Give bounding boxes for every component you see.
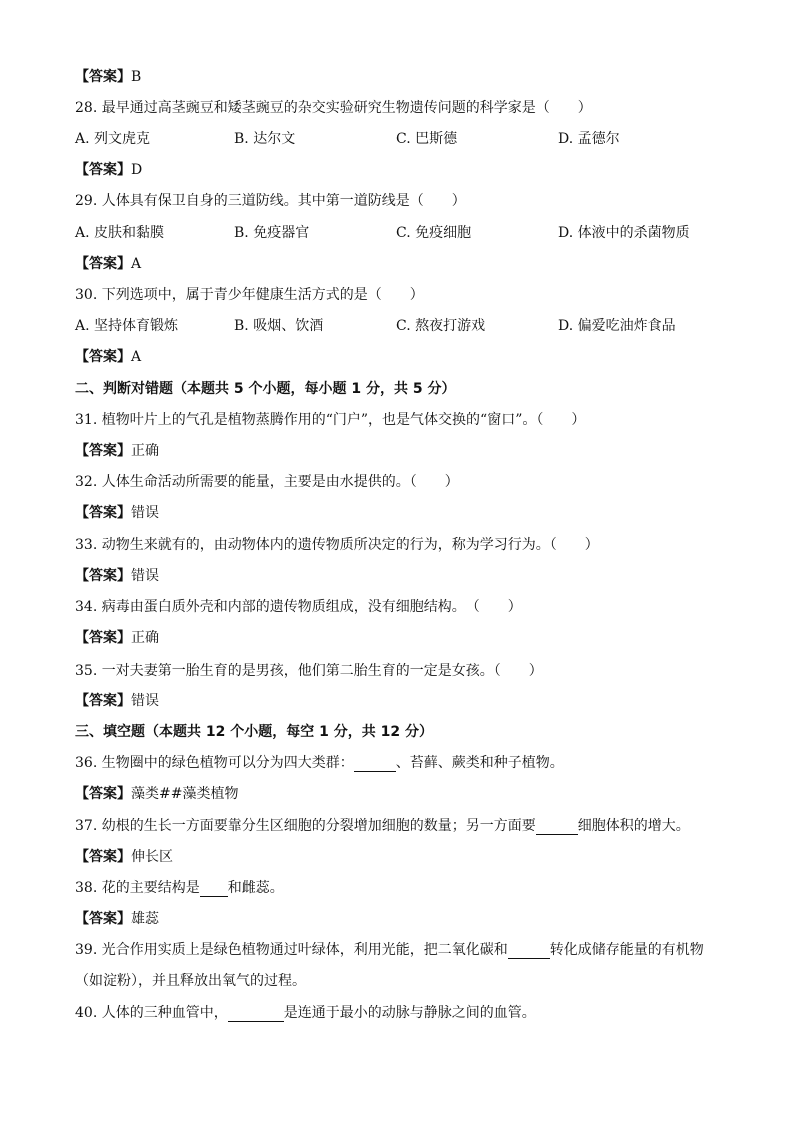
question-text-after: 细胞体积的增大。 [577, 818, 690, 834]
answer-value: D [131, 162, 143, 178]
answer-value: 错误 [131, 505, 159, 521]
option-b: B. 达尔文 [234, 131, 296, 147]
question-40 [75, 1004, 536, 1022]
question-37 [75, 817, 690, 835]
answer-label: 【答案】 [75, 256, 131, 272]
section-heading: 三、填空题（本题共 12 个小题，每空 1 分，共 12 分） [75, 724, 433, 740]
fill-blank [354, 757, 396, 772]
question-text-before: 人体的三种血管中， [101, 1005, 228, 1021]
answer-line [75, 910, 159, 928]
answer-line [75, 255, 141, 273]
question-text-after: 、苔藓、蕨类和种子植物。 [395, 755, 564, 771]
fill-blank [508, 944, 550, 959]
question-36 [75, 754, 564, 772]
answer-line [75, 348, 141, 366]
option-c: C. 熬夜打游戏 [396, 318, 486, 334]
option-b: B. 免疫器官 [234, 225, 310, 241]
question-number: 33. [75, 537, 98, 553]
option-d: D. 偏爱吃油炸食品 [558, 318, 676, 334]
fill-blank [200, 882, 228, 897]
question-number: 31. [75, 412, 98, 428]
option-c: C. 免疫细胞 [396, 225, 472, 241]
answer-line [75, 442, 159, 460]
answer-value: 伸长区 [131, 849, 173, 865]
question-text: 最早通过高茎豌豆和矮茎豌豆的杂交实验研究生物遗传问题的科学家是（ ） [101, 100, 592, 116]
answer-label: 【答案】 [75, 349, 131, 365]
question-number: 38. [75, 880, 98, 896]
answer-line [75, 785, 238, 803]
question-number: 32. [75, 474, 98, 490]
answer-line [75, 161, 142, 179]
answer-label: 【答案】 [75, 693, 131, 709]
answer-value: 错误 [131, 693, 159, 709]
answer-label: 【答案】 [75, 849, 131, 865]
question-text-before: 光合作用实质上是绿色植物通过叶绿体，利用光能，把二氧化碳和 [101, 942, 508, 958]
question-number: 39. [75, 942, 98, 958]
question-number: 40. [75, 1005, 98, 1021]
question-35 [75, 662, 543, 680]
question-text: 人体生命活动所需要的能量，主要是由水提供的。（ ） [101, 474, 459, 490]
option-c: C. 巴斯德 [396, 131, 458, 147]
answer-line [75, 848, 173, 866]
question-text-after: 转化成储存能量的有机物 [549, 942, 704, 958]
question-28 [75, 99, 592, 117]
fill-blank [536, 820, 578, 835]
question-text-before: 生物圈中的绿色植物可以分为四大类群： [101, 755, 354, 771]
question-text-after: 和雌蕊。 [227, 880, 284, 896]
question-34 [75, 598, 522, 616]
answer-label: 【答案】 [75, 786, 131, 802]
answer-line [75, 567, 159, 585]
option-d: D. 孟德尔 [558, 131, 620, 147]
question-39 [75, 941, 704, 959]
question-text: 一对夫妻第一胎生育的是男孩，他们第二胎生育的一定是女孩。（ ） [101, 663, 543, 679]
question-text-before: 幼根的生长一方面要靠分生区细胞的分裂增加细胞的数量；另一方面要 [101, 818, 536, 834]
question-33 [75, 536, 599, 554]
question-number: 28. [75, 100, 98, 116]
question-32 [75, 473, 459, 491]
answer-value: 正确 [131, 630, 159, 646]
answer-label: 【答案】 [75, 630, 131, 646]
question-30 [75, 286, 424, 304]
answer-value: B [131, 69, 142, 85]
answer-value: A [131, 349, 142, 365]
answer-label: 【答案】 [75, 443, 131, 459]
option-a: A. 坚持体育锻炼 [75, 318, 179, 334]
question-number: 35. [75, 663, 98, 679]
answer-line [75, 68, 141, 86]
question-number: 34. [75, 599, 98, 615]
question-29 [75, 192, 466, 210]
question-number: 29. [75, 193, 98, 209]
answer-value: 藻类##藻类植物 [131, 786, 239, 802]
question-number: 30. [75, 287, 98, 303]
answer-label: 【答案】 [75, 568, 131, 584]
question-text: 植物叶片上的气孔是植物蒸腾作用的“门户”，也是气体交换的“窗口”。（ ） [101, 412, 586, 428]
answer-value: 正确 [131, 443, 159, 459]
question-text: 动物生来就有的，由动物体内的遗传物质所决定的行为，称为学习行为。（ ） [101, 537, 599, 553]
options-30 [75, 317, 725, 335]
answer-label: 【答案】 [75, 162, 131, 178]
question-text: 人体具有保卫自身的三道防线。其中第一道防线是（ ） [101, 193, 466, 209]
answer-value: A [131, 256, 142, 272]
answer-label: 【答案】 [75, 911, 131, 927]
option-a: A. 列文虎克 [75, 131, 151, 147]
options-29 [75, 224, 725, 242]
option-b: B. 吸烟、饮酒 [234, 318, 324, 334]
option-d: D. 体液中的杀菌物质 [558, 225, 690, 241]
answer-value: 错误 [131, 568, 159, 584]
question-31 [75, 411, 585, 429]
question-text-before: 花的主要结构是 [101, 880, 200, 896]
options-28 [75, 130, 725, 148]
question-text: 病毒由蛋白质外壳和内部的遗传物质组成，没有细胞结构。 （ ） [101, 599, 522, 615]
answer-label: 【答案】 [75, 505, 131, 521]
answer-line [75, 504, 159, 522]
question-number: 37. [75, 818, 98, 834]
answer-value: 雄蕊 [131, 911, 159, 927]
question-text: 下列选项中，属于青少年健康生活方式的是（ ） [101, 287, 424, 303]
fill-blank [228, 1007, 284, 1022]
question-number: 36. [75, 755, 98, 771]
question-39-continuation: （如淀粉），并且释放出氧气的过程。 [75, 973, 306, 989]
section-heading: 二、判断对错题（本题共 5 个小题，每小题 1 分，共 5 分） [75, 381, 456, 397]
question-text-after: 是连通于最小的动脉与静脉之间的血管。 [283, 1005, 536, 1021]
answer-line [75, 692, 159, 710]
question-38 [75, 879, 284, 897]
option-a: A. 皮肤和黏膜 [75, 225, 165, 241]
answer-label: 【答案】 [75, 69, 131, 85]
answer-line [75, 629, 159, 647]
